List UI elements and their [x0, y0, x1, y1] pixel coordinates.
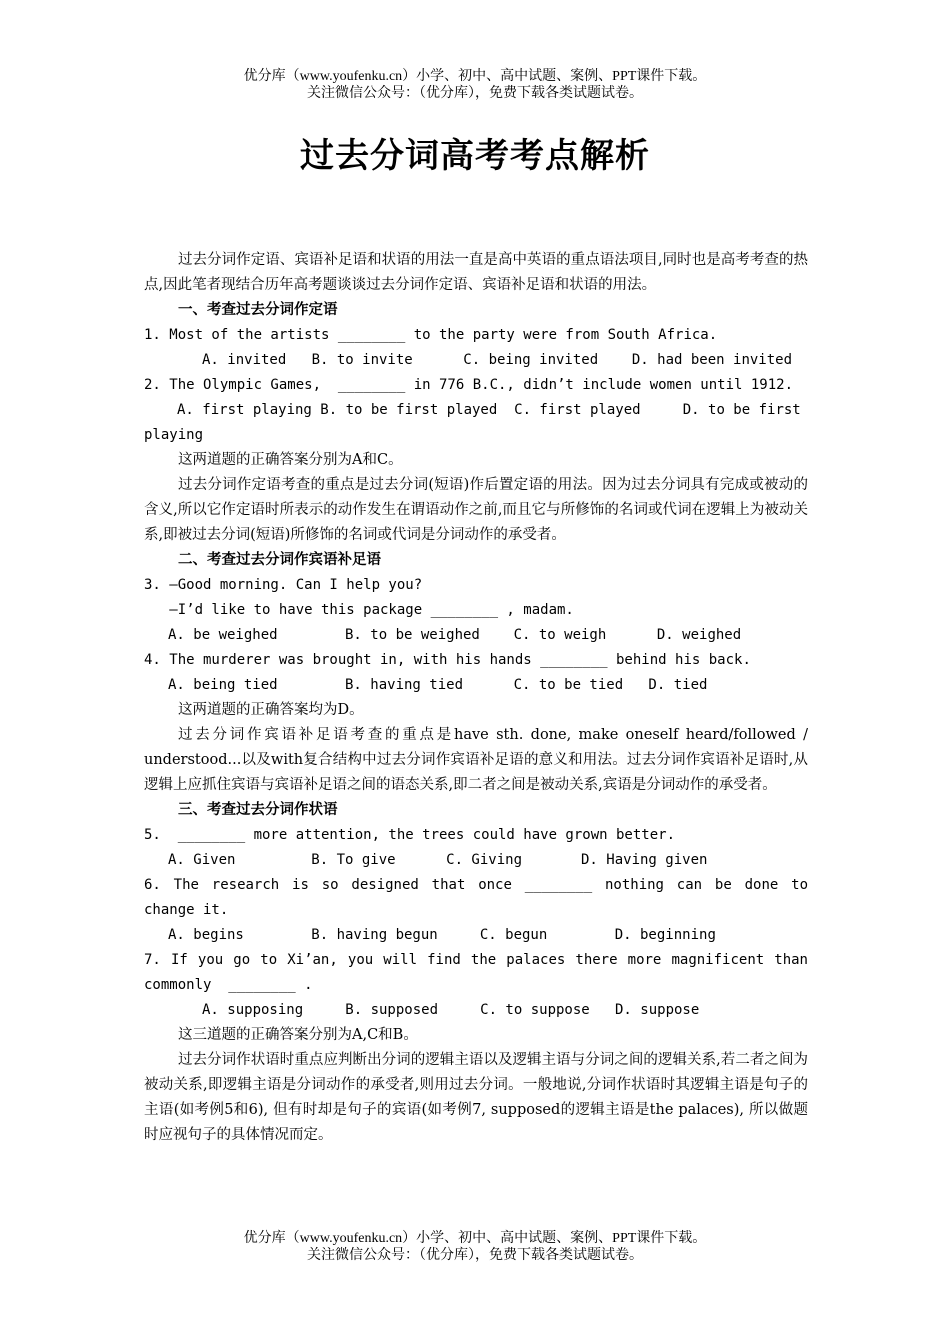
question-4-options: A. being tied B. having tied C. to be tied D. tied	[168, 677, 708, 693]
intro-paragraph: 过去分词作定语、宾语补足语和状语的用法一直是高中英语的重点语法项目,同时也是高考考查的热点,因此笔者现结合历年高考题谈谈过去分词作定语、宾语补足语和状语的用法。	[144, 252, 808, 293]
question-7-options: A. supposing B. supposed C. to suppose D. suppose	[202, 1002, 700, 1018]
section-1-answer: 这两道题的正确答案分别为A和C。	[178, 452, 403, 468]
question-7: 7. If you go to Xi’an, you will find the palaces there more magnificent than commonly ________ .	[144, 952, 817, 993]
page-footer	[0, 1230, 950, 1264]
page-header	[0, 68, 950, 102]
page-title: 过去分词高考考点解析	[300, 136, 650, 176]
question-3-reply: —I’d like to have this package ________ , madam.	[144, 602, 574, 618]
question-2: 2. The Olympic Games, ________ in 776 B.C., didn’t include women until 1912.	[144, 377, 794, 393]
question-1-options: A. invited B. to invite C. being invited D. had been invited	[202, 352, 793, 368]
section-1-explanation: 过去分词作定语考查的重点是过去分词(短语)作后置定语的用法。因为过去分词具有完成或被动的含义,所以它作定语时所表示的动作发生在谓语动作之前,而且它与所修饰的名词或代词在逻辑上为被动关系,即被过去分词(短语)所修饰的名词或代词是分词动作的承受者。	[144, 477, 808, 543]
question-4: 4. The murderer was brought in, with his hands ________ behind his back.	[144, 652, 751, 668]
article-body	[144, 248, 817, 1148]
section-3-explanation: 过去分词作状语时重点应判断出分词的逻辑主语以及逻辑主语与分词之间的逻辑关系,若二者之间为被动关系,即逻辑主语是分词动作的承受者,则用过去分词。一般地说,分词作状语时其逻辑主语是句子的主语(如考例5和6), 但有时却是句子的宾语(如考例7, supposed的逻辑主语是the palaces), 所以做题时应视句子的具体情况而定。	[144, 1052, 808, 1143]
question-2-options-cont: playing	[144, 427, 204, 443]
section-3-answer: 这三道题的正确答案分别为A,C和B。	[178, 1027, 418, 1043]
section-2-heading: 二、考查过去分词作宾语补足语	[178, 552, 381, 568]
section-1-heading: 一、考查过去分词作定语	[178, 302, 338, 318]
section-2-explanation: 过去分词作宾语补足语考查的重点是have sth. done, make oneself heard/followed / understood...以及with复合结构中过去分词作宾语补足语的意义和用法。过去分词作宾语补足语时,从逻辑上应抓住宾语与宾语补足语之间的语态关系,即二者之间是被动关系,宾语是分词动作的承受者。	[144, 727, 808, 793]
header-line-2: 关注微信公众号：（优分库），免费下载各类试题试卷。	[307, 86, 643, 101]
question-2-options: A. first playing B. to be first played C. first played D. to be first	[177, 402, 801, 418]
question-1: 1. Most of the artists ________ to the party were from South Africa.	[144, 327, 718, 343]
question-3: 3. —Good morning. Can I help you?	[144, 577, 423, 593]
question-3-options: A. be weighed B. to be weighed C. to weigh D. weighed	[168, 627, 742, 643]
section-2-answer: 这两道题的正确答案均为D。	[178, 702, 364, 718]
header-line-1: 优分库（www.youfenku.cn）小学、初中、高中试题、案例、PPT课件下载。	[243, 69, 707, 84]
question-6-options: A. begins B. having begun C. begun D. beginning	[168, 927, 716, 943]
section-3-heading: 三、考查过去分词作状语	[178, 802, 338, 818]
footer-line-1: 优分库（www.youfenku.cn）小学、初中、高中试题、案例、PPT课件下载。	[243, 1231, 707, 1246]
question-6: 6. The research is so designed that once ________ nothing can be done to change it.	[144, 877, 808, 918]
footer-line-2: 关注微信公众号：（优分库），免费下载各类试题试卷。	[307, 1248, 643, 1263]
question-5-options: A. Given B. To give C. Giving D. Having given	[168, 852, 708, 868]
question-5: 5. ________ more attention, the trees could have grown better.	[144, 827, 676, 843]
